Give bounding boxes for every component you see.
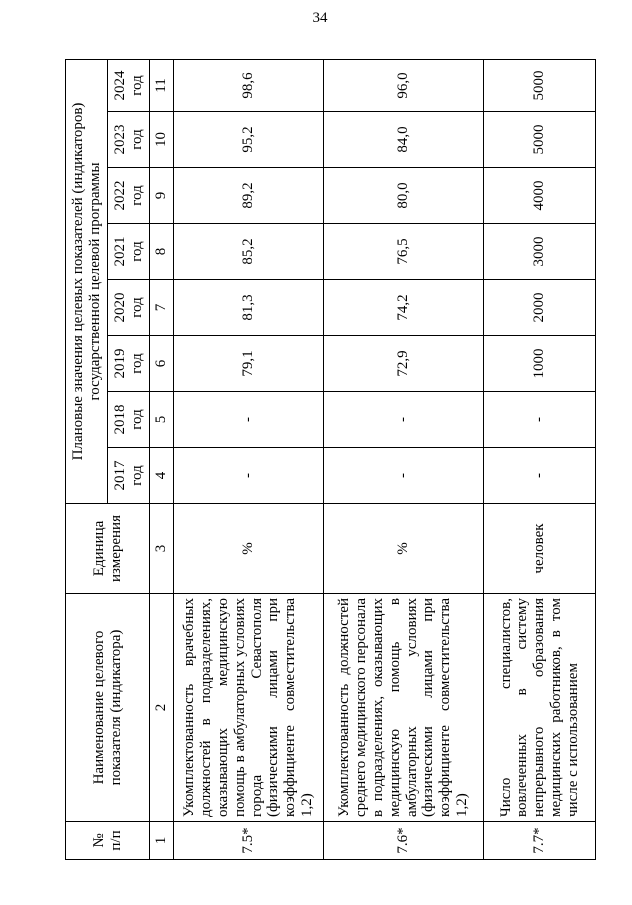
row-number: 7.5* (174, 822, 324, 860)
unit-cell: человек (484, 504, 596, 594)
value-cell: - (484, 392, 596, 448)
column-index: 1 (150, 822, 174, 860)
value-cell: 3000 (484, 224, 596, 280)
value-cell: 2000 (484, 280, 596, 336)
row-number: 7.6* (324, 822, 484, 860)
unit-cell: % (324, 504, 484, 594)
header-year: 2018 год (108, 392, 150, 448)
header-num: № п/п (66, 822, 150, 860)
value-cell: 76,5 (324, 224, 484, 280)
indicator-name: Число специалистов, вовлеченных в систему непрерывного образования медицинских работников, в том числе с использованием (484, 594, 596, 822)
value-cell: 79,1 (174, 336, 324, 392)
header-name: Наименование целевого показателя (индикатора) (66, 594, 150, 822)
header-year: 2017 год (108, 448, 150, 504)
value-cell: - (324, 392, 484, 448)
header-year: 2019 год (108, 336, 150, 392)
unit-cell: % (174, 504, 324, 594)
header-year: 2022 год (108, 168, 150, 224)
header-planned-values: Плановые значения целевых показателей (индикаторов) государственной целевой программы (66, 59, 108, 503)
header-year: 2021 год (108, 224, 150, 280)
value-cell: 80,0 (324, 168, 484, 224)
indicator-name: Укомплектованность должностей среднего медицинского персонала в подразделениях, оказывающих медицинскую помощь в амбулаторных условиях (физическими лицами при коэффициенте совместительства 1,2) (324, 594, 484, 822)
header-year: 2020 год (108, 280, 150, 336)
value-cell: 89,2 (174, 168, 324, 224)
value-cell: - (174, 448, 324, 504)
value-cell: - (484, 448, 596, 504)
indicator-name: Укомплектованность врачебных должностей в подразделениях, оказывающих медицинскую помощь в амбулаторных условиях города Севастополя (физическими лицами при коэффициенте совместительства 1,2) (174, 594, 324, 822)
row-number: 7.7* (484, 822, 596, 860)
column-index: 10 (150, 112, 174, 168)
column-index: 9 (150, 168, 174, 224)
value-cell: 1000 (484, 336, 596, 392)
value-cell: 81,3 (174, 280, 324, 336)
value-cell: 95,2 (174, 112, 324, 168)
value-cell: - (324, 448, 484, 504)
table-row (174, 59, 324, 859)
column-index-row (150, 59, 174, 859)
table-row (324, 59, 484, 859)
column-index: 4 (150, 448, 174, 504)
value-cell: 96,0 (324, 59, 484, 111)
value-cell: 74,2 (324, 280, 484, 336)
value-cell: 5000 (484, 112, 596, 168)
column-index: 5 (150, 392, 174, 448)
rotated-table-sheet (65, 60, 595, 860)
header-row-top (66, 59, 108, 859)
column-index: 3 (150, 504, 174, 594)
column-index: 6 (150, 336, 174, 392)
column-index: 11 (150, 59, 174, 111)
value-cell: 85,2 (174, 224, 324, 280)
value-cell: 84,0 (324, 112, 484, 168)
table-row (484, 59, 596, 859)
header-year: 2023 год (108, 112, 150, 168)
header-unit: Единица измерения (66, 504, 150, 594)
page-number: 34 (312, 10, 328, 26)
column-index: 7 (150, 280, 174, 336)
header-year: 2024 год (108, 59, 150, 111)
indicators-table (65, 59, 596, 860)
value-cell: 5000 (484, 59, 596, 111)
column-index: 2 (150, 594, 174, 822)
value-cell: - (174, 392, 324, 448)
value-cell: 98,6 (174, 59, 324, 111)
column-index: 8 (150, 224, 174, 280)
value-cell: 4000 (484, 168, 596, 224)
value-cell: 72,9 (324, 336, 484, 392)
